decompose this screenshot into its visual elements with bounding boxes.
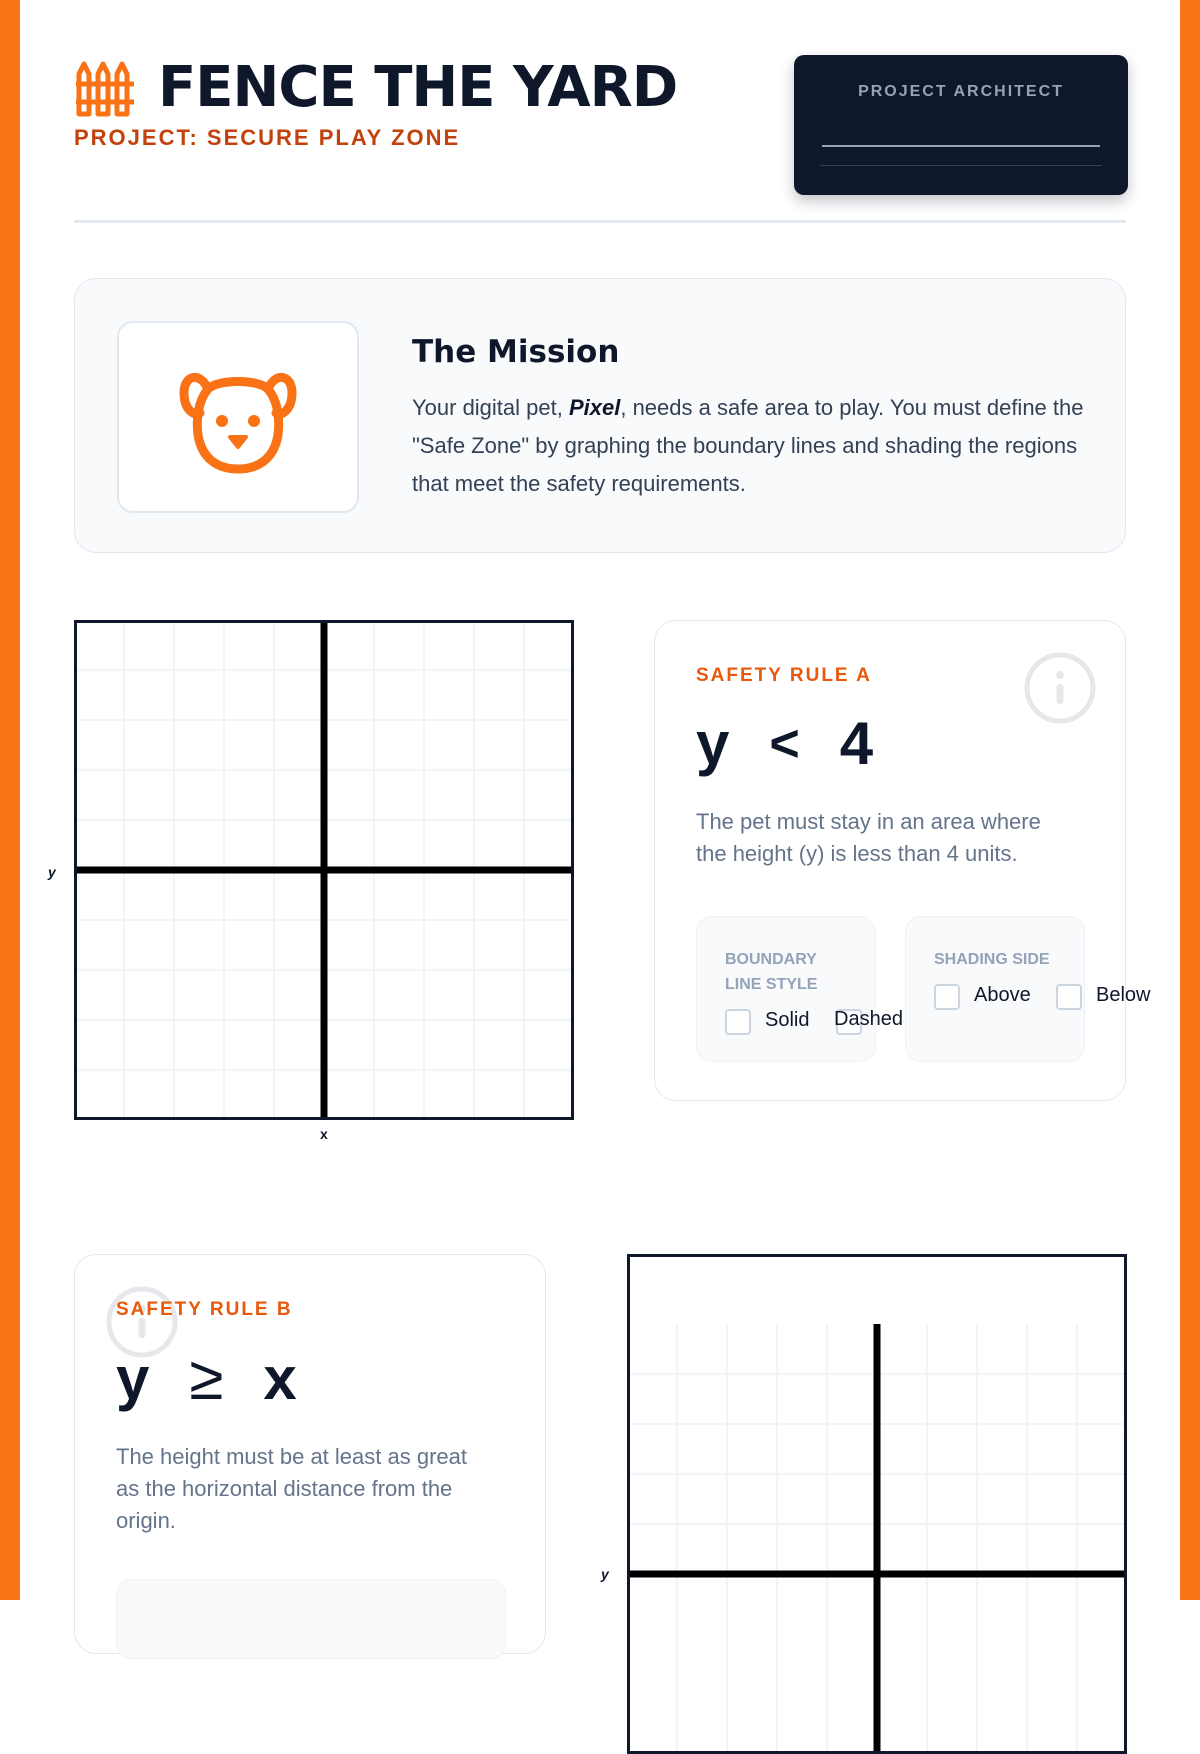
above-checkbox[interactable] <box>934 984 960 1010</box>
mission-title: The Mission <box>412 334 620 370</box>
boundary-style-title: BOUNDARY LINE STYLE <box>725 951 818 993</box>
dog-face-icon <box>178 359 298 475</box>
graph-grid-b[interactable] <box>627 1254 1127 1754</box>
architect-underline <box>820 165 1102 166</box>
architect-name-line[interactable] <box>822 145 1100 147</box>
below-checkbox[interactable] <box>1056 984 1082 1010</box>
rule-b-options-box <box>116 1579 506 1659</box>
rule-a-label: SAFETY RULE A <box>696 665 872 686</box>
rule-a-description: The pet must stay in an area where the height (y) is less than 4 units. <box>696 809 1041 866</box>
below-label: Below <box>1096 984 1151 1006</box>
rule-b-operator: ≥ <box>189 1344 224 1413</box>
architect-card <box>794 55 1128 195</box>
graph-grid-a[interactable] <box>74 620 574 1120</box>
graph-b-y-label: y <box>601 1566 609 1582</box>
info-icon[interactable] <box>1023 651 1097 725</box>
left-accent-bar <box>0 0 20 1600</box>
graph-a-x-label: x <box>320 1126 328 1142</box>
above-label: Above <box>974 984 1031 1006</box>
dashed-label-clip <box>834 916 904 1062</box>
page-header <box>74 55 1126 223</box>
rule-b-lhs: y <box>116 1345 150 1412</box>
rule-b-rhs: x <box>263 1345 297 1412</box>
dashed-label: Dashed <box>834 1008 903 1030</box>
architect-label: PROJECT ARCHITECT <box>858 83 1064 100</box>
fence-icon <box>74 58 136 118</box>
mission-text: Your digital pet, Pixel, needs a safe area to play. You must define the "Safe Zone" by graphing the boundary lines and shading the regions that meet the safety requirements. <box>412 395 1084 496</box>
shading-side-title: SHADING SIDE <box>934 951 1050 968</box>
rule-b-label: SAFETY RULE B <box>116 1299 293 1320</box>
page-title: FENCE THE YARD <box>158 55 678 120</box>
rule-a-operator: < <box>769 714 800 773</box>
shading-side-box <box>905 916 1151 1062</box>
project-subtitle: PROJECT: SECURE PLAY ZONE <box>74 125 461 150</box>
mission-panel <box>74 278 1126 553</box>
graph-a-y-label: y <box>48 864 56 880</box>
solid-label: Solid <box>765 1009 810 1031</box>
solid-checkbox[interactable] <box>725 1009 751 1035</box>
boundary-style-box <box>696 916 876 1062</box>
rule-b-description: The height must be at least as great as the horizontal distance from the origin. <box>116 1444 467 1533</box>
header-divider <box>74 220 1126 223</box>
rule-a-equation <box>696 709 873 778</box>
right-accent-bar <box>1180 0 1200 1600</box>
rule-a-lhs: y <box>696 710 730 777</box>
pet-image-box <box>117 321 359 513</box>
pet-name: Pixel <box>568 395 621 420</box>
rule-b-equation <box>116 1343 297 1414</box>
safety-rule-b-card <box>74 1254 546 1654</box>
safety-rule-a-card <box>654 620 1151 1101</box>
rule-a-rhs: 4 <box>839 710 874 777</box>
